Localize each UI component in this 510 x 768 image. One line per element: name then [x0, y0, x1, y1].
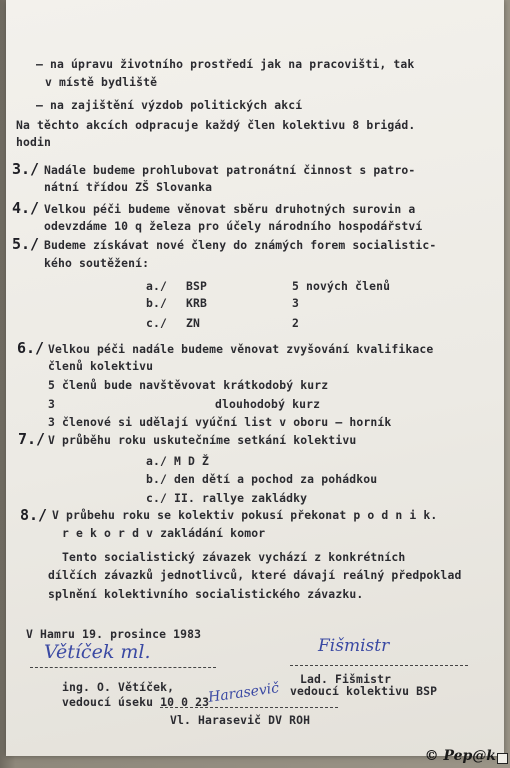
closing-line-1: Tento socialistický závazek vychází z konkrétních: [62, 550, 406, 564]
item-number-5: 5./: [12, 235, 40, 253]
intro-line-3: – na zajištění výzdob politických akcí: [36, 98, 303, 112]
signer-right-role: vedoucí kolektivu BSP: [290, 684, 438, 698]
item7-line-1: V průběhu roku uskutečníme setkání kolektivu: [48, 433, 357, 447]
signature-bottom: Harasevič: [207, 680, 281, 706]
intro-line-1: – na úpravu životního prostředí jak na pracovišti, tak: [36, 57, 415, 71]
item8-line-1: V průbehu roku se kolektiv pokusí překonat p o d n i k.: [52, 508, 438, 522]
item-number-8: 8./: [20, 506, 48, 524]
item5-row-b-name: KRB: [186, 296, 208, 310]
item4-line-2: odevzdáme 10 q železa pro účely národního hospodářství: [44, 219, 423, 233]
signer-right-name: Lad. Fišmistr: [300, 672, 392, 686]
item6-line-5: 3 členové si udělají vyúční list v oboru – horník: [48, 415, 392, 429]
item6-line-1: Velkou péči nadále budeme věnovat zvyšování kvalifikace: [48, 342, 434, 356]
item5-row-a-label: a./: [146, 279, 168, 293]
item6-line-4-count: 3: [48, 397, 56, 411]
closing-line-2: dílčích závazků jednotlivců, které dávají reálný předpoklad: [48, 568, 462, 582]
item6-line-3: 5 členů bude navštěvovat krátkodobý kurz: [48, 378, 329, 392]
item5-line-2: kého soutěžení:: [44, 256, 150, 270]
signature-line-left: [30, 667, 216, 668]
closing-line-3: splnění kolektivního socialistického závazku.: [48, 587, 364, 601]
item-number-7: 7./: [18, 430, 46, 448]
item5-row-c-value: 2: [292, 316, 300, 330]
item6-line-4-course: dlouhodobý kurz: [215, 397, 321, 411]
signer-left-role: vedoucí úseku 10 0 23: [62, 695, 210, 709]
item5-line-1: Budeme získávat nové členy do známých forem socialistic-: [44, 238, 437, 252]
item5-row-a-value: 5 nových členů: [292, 279, 391, 293]
item7-row-c: c./ II. rallye zakládky: [146, 491, 308, 505]
signature-left: Větíček ml.: [44, 641, 151, 663]
item7-row-a: a./ M D Ž: [146, 454, 210, 468]
item-number-6: 6./: [17, 339, 45, 357]
item5-row-b-value: 3: [292, 296, 300, 310]
item-number-4: 4./: [12, 199, 40, 217]
corner-info-icon: [497, 753, 508, 764]
item-number-3: 3./: [12, 160, 40, 178]
item3-line-2: nátní třídou ZŠ Slovanka: [44, 180, 213, 194]
item5-row-c-name: ZN: [186, 316, 201, 330]
item6-line-2: členů kolektivu: [48, 359, 154, 373]
place-date: V Hamru 19. prosince 1983: [26, 627, 202, 641]
signature-line-right: [290, 665, 468, 666]
signer-left-name: ing. O. Větíček,: [62, 680, 175, 694]
signer-bottom-name: Vl. Harasevič DV ROH: [170, 713, 311, 727]
item5-row-a-name: BSP: [186, 279, 208, 293]
photo-watermark: © Pep@k: [424, 748, 496, 764]
item4-line-1: Velkou péči budeme věnovat sběru druhotných surovin a: [44, 202, 416, 216]
intro-line-2: v místě bydliště: [45, 75, 158, 89]
intro-line-5: hodin: [16, 135, 52, 149]
item3-line-1: Nadále budeme prohlubovat patronátní činnost s patro-: [44, 163, 416, 177]
item8-line-2: r e k o r d v zakládání komor: [62, 526, 266, 540]
intro-line-4: Na těchto akcích odpracuje každý člen kolektivu 8 brigád.: [16, 118, 416, 132]
item7-row-b: b./ den dětí a pochod za pohádkou: [146, 472, 378, 486]
item5-row-c-label: c./: [146, 316, 168, 330]
signature-line-bottom: [160, 707, 338, 708]
item5-row-b-label: b./: [146, 296, 168, 310]
signature-right: Fišmistr: [318, 636, 390, 656]
